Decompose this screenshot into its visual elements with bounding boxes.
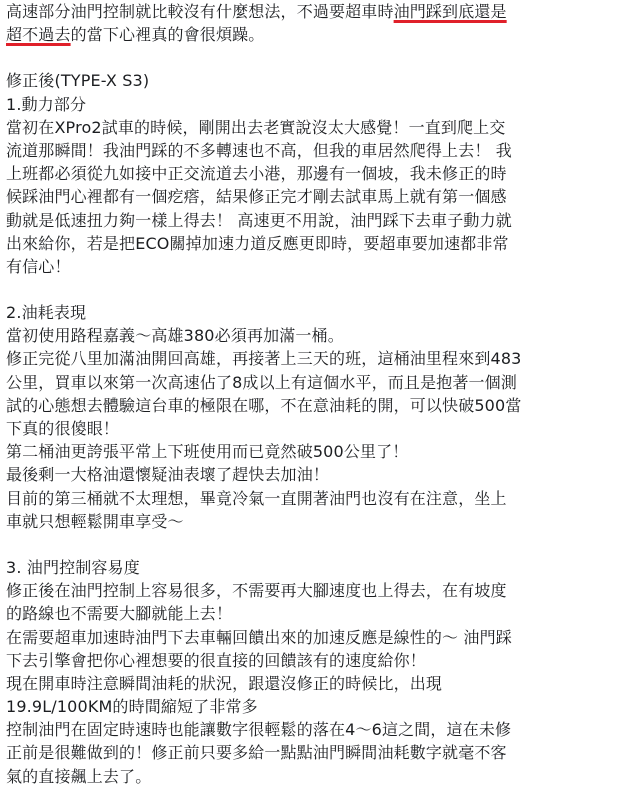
paragraph-line: 19.9L/100KM的時間縮短了非常多 <box>6 697 258 717</box>
paragraph-line: 候踩油門心裡都有一個疙瘩，結果修正完才剛去試車馬上就有第一個感 <box>6 187 507 207</box>
section-title-power: 1.動力部分 <box>6 94 87 114</box>
paragraph-line: 修正完從八里加滿油開回高雄，再接著上三天的班，這桶油里程來到483 <box>6 349 522 369</box>
paragraph-line: 流道那瞬間！我油門踩的不多轉速也不高，但我的車居然爬得上去！ 我 <box>6 140 512 160</box>
highlighted-text: 油門踩到底還是 <box>393 2 507 21</box>
section-title-fuel: 2.油耗表現 <box>6 303 87 323</box>
paragraph-line: 下去引擎會把你心裡想要的很直接的回饋該有的速度給你！ <box>6 650 426 670</box>
section-title-throttle: 3. 油門控制容易度 <box>6 557 140 577</box>
paragraph-line: 修正後在油門控制上容易很多，不需要再大腳速度也上得去，在有坡度 <box>6 581 507 601</box>
paragraph-line: 在需要超車加速時油門下去車輛回饋出來的加速反應是線性的～ 油門踩 <box>6 627 512 647</box>
paragraph-line: 現在開車時注意瞬間油耗的狀況，跟還沒修正的時候比，出現 <box>6 673 443 693</box>
paragraph-line: 試的心態想去體驗這台車的極限在哪，不在意油耗的開，可以快破500當 <box>6 395 522 415</box>
intro-text: 的當下心裡真的會很煩躁。 <box>70 25 265 45</box>
intro-line-1 <box>6 0 612 23</box>
paragraph-line: 的路線也不需要大腳就能上去！ <box>6 604 233 624</box>
paragraph-line: 有信心！ <box>6 256 71 276</box>
paragraph-line: 最後剩一大格油還懷疑油表壞了趕快去加油！ <box>6 465 330 485</box>
paragraph-line: 出來給你，若是把ECO關掉加速力道反應更即時，要超車要加速都非常 <box>6 233 509 253</box>
paragraph-line: 當初在XPro2試車的時候，剛開出去老實說沒太大感覺！一直到爬上交 <box>6 117 506 137</box>
post-heading: 修正後(TYPE-X S3) <box>6 71 150 91</box>
paragraph-line: 當初使用路程嘉義～高雄380必須再加滿一桶。 <box>6 326 344 346</box>
paragraph-line: 公里，買車以來第一次高速佔了8成以上有這個水平，而且是抱著一個測 <box>6 372 517 392</box>
paragraph-line: 動就是低速扭力夠一樣上得去！ 高速更不用說，油門踩下去車子動力就 <box>6 210 512 230</box>
paragraph-line: 目前的第三桶就不太理想，畢竟冷氣一直開著油門也沒有在注意，坐上 <box>6 488 507 508</box>
post-body <box>6 0 612 788</box>
paragraph-line: 車就只想輕鬆開車享受～ <box>6 511 184 531</box>
paragraph-line: 正前是很難做到的！修正前只要多給一點點油門瞬間油耗數字就毫不客 <box>6 743 507 763</box>
paragraph-line: 下真的很傻眼！ <box>6 419 120 438</box>
highlighted-text: 超不過去 <box>6 25 71 45</box>
intro-text: 高速部分油門控制就比較沒有什麼想法，不過要超車時 <box>6 2 394 21</box>
paragraph-line: 氣的直接飆上去了。 <box>6 766 152 786</box>
intro-line-2 <box>6 23 612 46</box>
paragraph-line: 控制油門在固定時速時也能讓數字很輕鬆的落在4～6這之間，這在未修 <box>6 720 512 740</box>
paragraph-line: 上班都必須從九如接中正交流道去小港，那邊有一個坡，我未修正的時 <box>6 164 507 184</box>
paragraph-line: 第二桶油更誇張平常上下班使用而已竟然破500公里了！ <box>6 442 409 462</box>
